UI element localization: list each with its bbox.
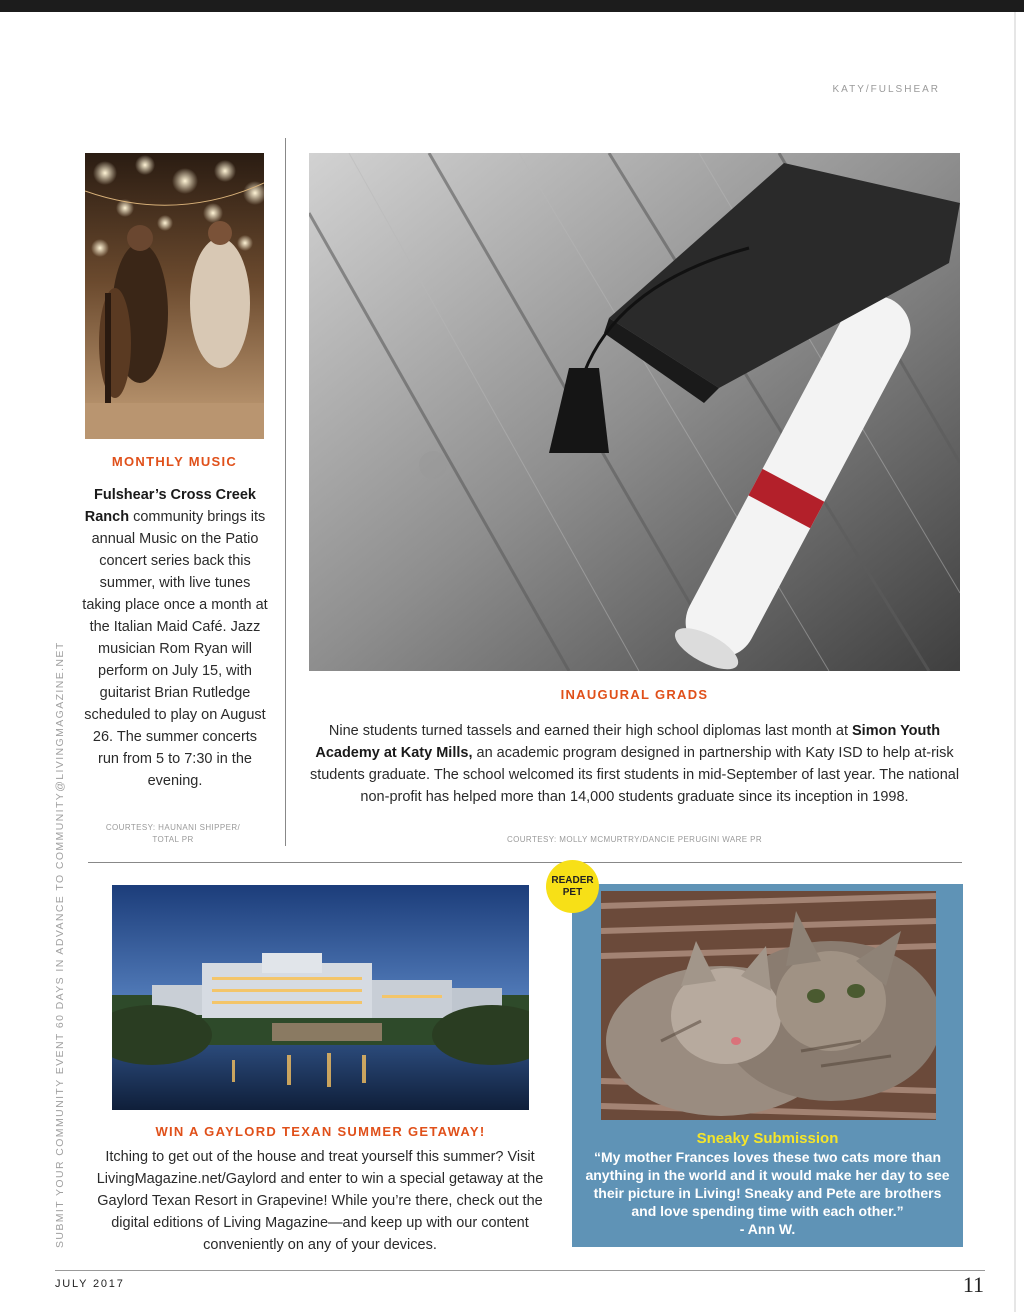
gaylord-heading: WIN A GAYLORD TEXAN SUMMER GETAWAY! xyxy=(155,1124,486,1139)
cats-photo xyxy=(601,891,936,1120)
footer-rule xyxy=(55,1270,985,1271)
gaylord-body: Itching to get out of the house and treat yourself this summer? Visit LivingMagazine.net/Gaylord and enter to win a special getaway at the Gaylord Texan Resort in Grapevine! While you’re there, check out the digital editions of Living Magazine—and keep up with our content conveniently on any of your devices. xyxy=(96,1149,544,1253)
badge-line-1: READER xyxy=(551,874,594,886)
grads-credit: COURTESY: MOLLY MCMURTRY/DANCIE PERUGINI WARE PR xyxy=(506,835,763,844)
gaylord-resort-photo xyxy=(112,885,529,1110)
pet-quote xyxy=(582,1148,953,1238)
pet-title: Sneaky Submission xyxy=(696,1130,839,1147)
vertical-submission-note: SUBMIT YOUR COMMUNITY EVENT 60 DAYS IN ADVANCE TO COMMUNITY@LIVINGMAGAZINE.NET xyxy=(54,641,66,1248)
music-credit xyxy=(88,822,258,846)
issue-date: JULY 2017 xyxy=(55,1278,125,1290)
music-credit-line-2: TOTAL PR xyxy=(152,835,194,844)
grads-body-end: an academic program designed in partnership with Katy ISD to help at-risk students graduate. The school welcomed its first students in mid-September of last year. The national non-profit has helped more than 14,000 students graduate since its inception in 1998. xyxy=(309,745,960,805)
grads-body xyxy=(309,720,960,808)
concert-photo xyxy=(85,153,264,439)
badge-line-2: PET xyxy=(562,886,583,898)
pet-quote-text: “My mother Frances loves these two cats more than anything in the world and it would make her day to see their picture in Living! Sneaky and Pete are brothers and love spending time with each other.” xyxy=(585,1149,950,1219)
grads-body-bold: Simon Youth Academy at Katy Mills, xyxy=(315,723,941,761)
grads-body-start: Nine students turned tassels and earned their high school diplomas last month at xyxy=(328,723,853,739)
page-number: 11 xyxy=(962,1272,984,1297)
graduation-cap-photo xyxy=(309,153,960,671)
page-edge xyxy=(1014,12,1016,1312)
pet-signature: - Ann W. xyxy=(739,1221,796,1237)
music-body xyxy=(82,484,268,792)
grads-heading: INAUGURAL GRADS xyxy=(560,687,709,702)
section-tag: KATY/FULSHEAR xyxy=(832,84,940,95)
column-divider xyxy=(285,138,286,846)
music-body-text: community brings its annual Music on the Patio concert series back this summer, with live tunes taking place once a month at the Italian Maid Café. Jazz musician Rom Ryan will perform on July 15, with guitarist Brian Rutledge scheduled to play on August 26. The summer concerts run from 5 to 7:30 in the evening. xyxy=(82,509,268,789)
section-divider xyxy=(88,862,962,863)
music-lead-bold: Fulshear’s Cross Creek Ranch xyxy=(84,487,256,525)
music-heading: MONTHLY MUSIC xyxy=(111,454,238,469)
top-bar xyxy=(0,0,1024,12)
reader-pet-badge xyxy=(546,860,599,913)
music-credit-line-1: COURTESY: HAUNANI SHIPPER/ xyxy=(105,823,241,832)
